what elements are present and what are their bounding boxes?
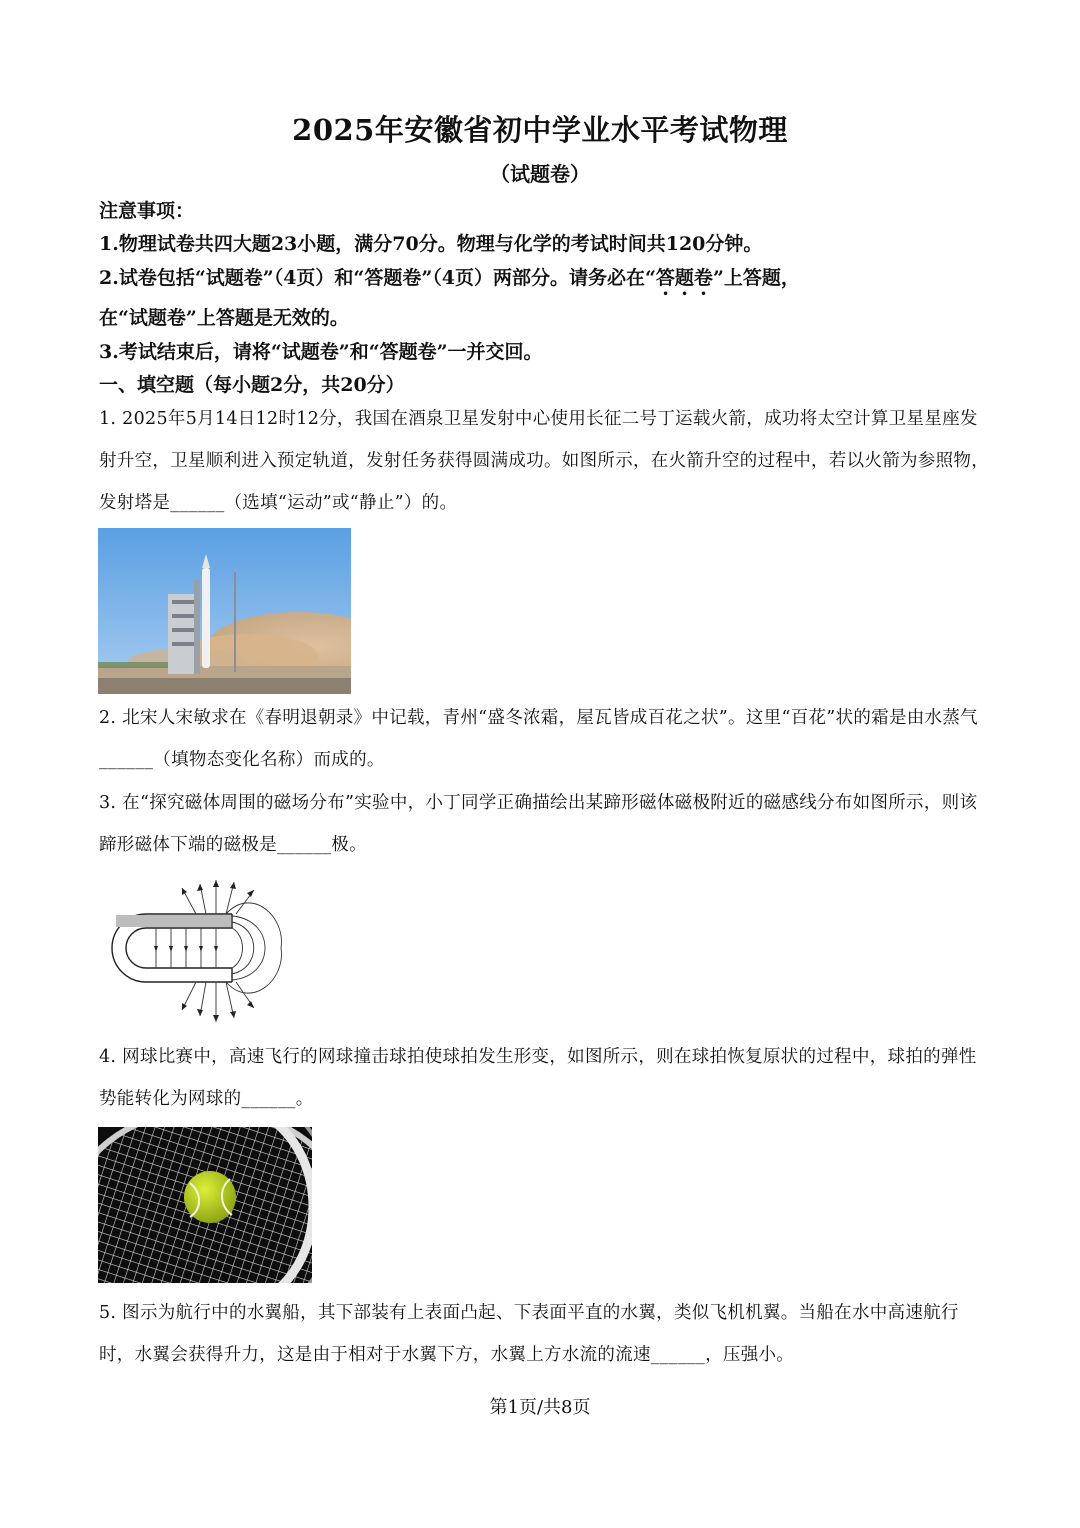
page-title: 2025年安徽省初中学业水平考试物理 xyxy=(292,113,788,147)
notice-item-2-prefix: 2.试卷包括“试题卷”（4页）和“答题卷”（4页）两部分。请务必在“ xyxy=(99,267,656,289)
page-number: 第1页/共8页 xyxy=(489,1397,591,1418)
notice-heading: 注意事项： xyxy=(99,200,195,222)
magnet-figure xyxy=(96,876,292,1026)
notice-item-1: 1.物理试卷共四大题23小题，满分70分。物理与化学的考试时间共120分钟。 xyxy=(99,233,763,255)
notice-item-2-line2: 在“试题卷”上答题是无效的。 xyxy=(99,307,349,329)
question-5: 5. 图示为航行中的水翼船，其下部装有上表面凸起、下表面平直的水翼，类似飞机机翼。当船在水中高速航行时，水翼会获得升力，这是由于相对于水翼下方，水翼上方水流的流速______，压强小。 xyxy=(99,1303,959,1365)
question-2: 2. 北宋人宋敏求在《春明退朝录》中记载，青州“盛冬浓霜，屋瓦皆成百花之状”。这里“百花”状的霜是由水蒸气______（填物态变化名称）而成的。 xyxy=(99,708,978,770)
question-1: 1. 2025年5月14日12时12分，我国在酒泉卫星发射中心使用长征二号丁运载火箭，成功将太空计算卫星星座发射升空，卫星顺利进入预定轨道，发射任务获得圆满成功。如图所示，在火箭升空的过程中，若以火箭为参照物，发射塔是______（选填“运动”或“静止”）的。 xyxy=(99,409,989,513)
notice-item-2-suffix: ”上答题， xyxy=(712,267,800,289)
tennis-figure xyxy=(98,1127,312,1283)
rocket-launch-image xyxy=(98,528,351,694)
magnet-field-diagram xyxy=(96,876,292,1026)
notice-item-3: 3.考试结束后，请将“试题卷”和“答题卷”一并交回。 xyxy=(99,341,543,363)
page-subtitle: （试题卷） xyxy=(490,162,590,186)
rocket-launch-figure xyxy=(98,528,351,694)
question-4: 4. 网球比赛中，高速飞行的网球撞击球拍使球拍发生形变，如图所示，则在球拍恢复原状的过程中，球拍的弹性势能转化为网球的______。 xyxy=(99,1047,977,1109)
notice-item-2 xyxy=(99,263,999,300)
question-3: 3. 在“探究磁体周围的磁场分布”实验中，小丁同学正确描绘出某蹄形磁体磁极附近的磁感线分布如图所示，则该蹄形磁体下端的磁极是______极。 xyxy=(99,793,978,855)
notice-item-2-emphasis: 答题卷 xyxy=(655,267,713,289)
section-1-heading: 一、填空题（每小题2分，共20分） xyxy=(99,374,405,396)
tennis-racket-image xyxy=(98,1127,312,1283)
